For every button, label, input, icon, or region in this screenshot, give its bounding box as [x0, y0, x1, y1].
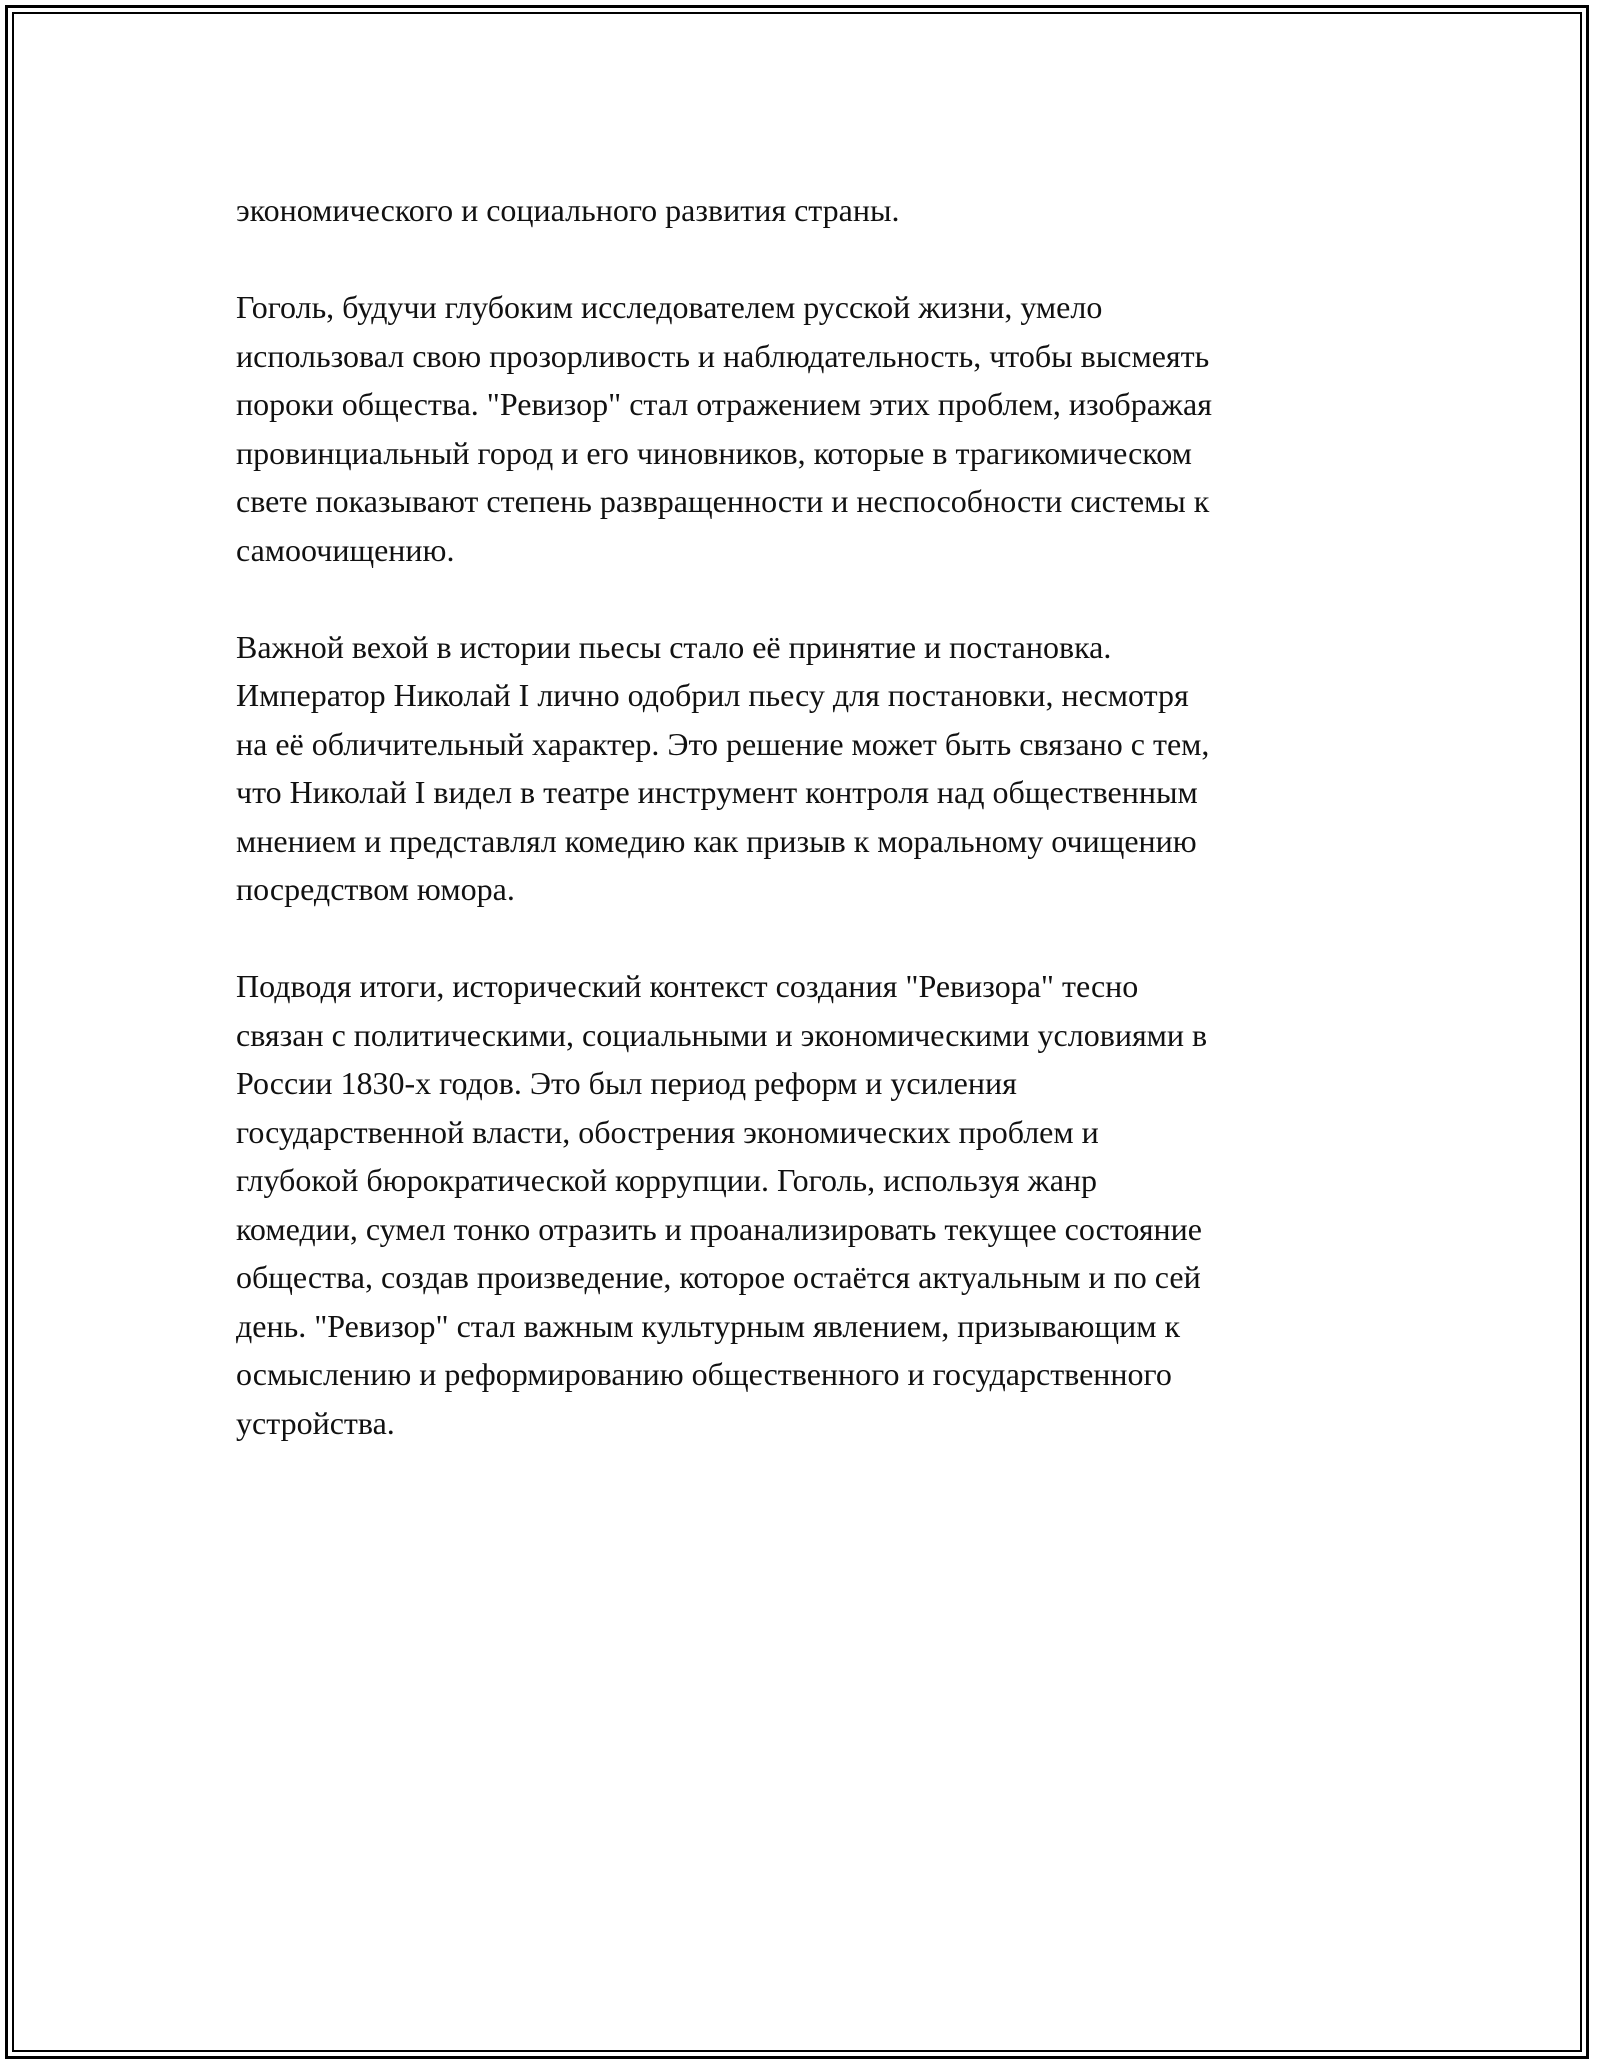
paragraph-1 — [236, 186, 1386, 235]
paragraph-2 — [236, 283, 1386, 574]
text-line: на её обличительный характер. Это решение может быть связано с тем, — [236, 725, 1210, 762]
text-line: России 1830-х годов. Это был период реформ и усиления — [236, 1065, 1017, 1101]
text-line: день. "Ревизор" стал важным культурным явлением, призывающим к — [236, 1307, 1180, 1344]
text-line: самоочищению. — [236, 531, 455, 568]
text-line: комедии, сумел тонко отразить и проанализировать текущее состояние — [236, 1210, 1202, 1247]
text-line: свете показывают степень развращенности и неспособности системы к — [236, 483, 1210, 519]
text-line: связан с политическими, социальными и экономическими условиями в — [236, 1016, 1208, 1053]
text-line: посредством юмора. — [236, 871, 515, 907]
text-line: Гоголь, будучи глубоким исследователем русской жизни, умело — [236, 289, 1103, 325]
paragraph-3 — [236, 623, 1386, 914]
text-line: мнением и представлял комедию как призыв к моральному очищению — [236, 822, 1197, 859]
text-line: экономического и социального развития страны. — [236, 192, 900, 228]
text-line: государственной власти, обострения экономических проблем и — [236, 1113, 1099, 1150]
text-line: провинциальный город и его чиновников, которые в трагикомическом — [236, 434, 1192, 471]
text-line: Император Николай I лично одобрил пьесу для постановки, несмотря — [236, 677, 1189, 713]
text-line: осмыслению и реформированию общественного и государственного — [236, 1356, 1172, 1392]
text-line: что Николай I видел в театре инструмент контроля над общественным — [236, 774, 1198, 810]
text-line: использовал свою прозорливость и наблюдательность, чтобы высмеять — [236, 337, 1210, 374]
text-line: пороки общества. "Ревизор" стал отражением этих проблем, изображая — [236, 386, 1212, 422]
text-line: глубокой бюрократической коррупции. Гоголь, используя жанр — [236, 1162, 1098, 1198]
text-line: Подводя итоги, исторический контекст создания "Ревизора" тесно — [236, 968, 1139, 1004]
paragraph-4 — [236, 962, 1386, 1447]
text-line: общества, создав произведение, которое остаётся актуальным и по сей — [236, 1259, 1201, 1295]
document-body — [236, 186, 1386, 1496]
text-line: устройства. — [236, 1404, 395, 1441]
text-line: Важной вехой в истории пьесы стало её принятие и постановка. — [236, 628, 1112, 665]
